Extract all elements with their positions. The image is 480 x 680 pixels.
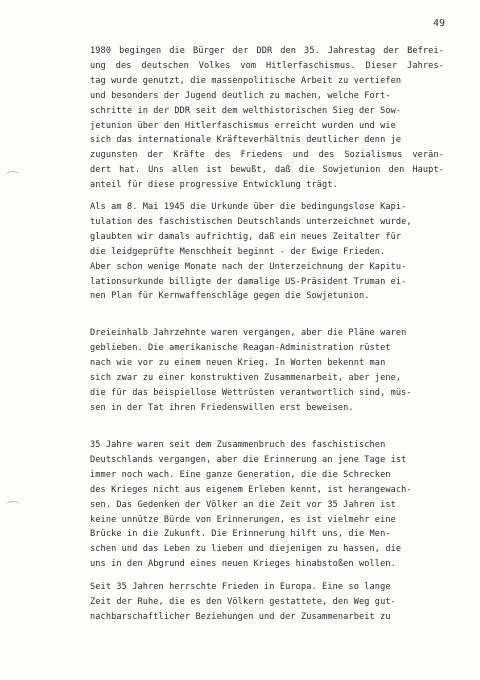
- text-line: sen. Das Gedenken der Völker an die Zeit vor 35 Jahren ist: [90, 499, 396, 510]
- text-line: dert hat. Uns allen ist bewußt, daß die Sowjetunion den Haupt-: [90, 165, 444, 176]
- text-line: tag wurde genutzt, die massenpolitische Arbeit zu vertiefen: [90, 75, 402, 86]
- page-number: 49: [432, 18, 445, 29]
- text-line: Aber schon wenige Monate nach der Unterzeichnung der Kapitu-: [90, 261, 407, 272]
- text-line: Deutschlands vergangen, aber die Erinnerung an jene Tage ist: [90, 454, 407, 465]
- paragraph: [90, 200, 444, 304]
- text-line: uns in den Abgrund eines neuen Krieges hinabstoßen wollen.: [90, 559, 396, 570]
- text-line: Als am 8. Mai 1945 die Urkunde über die bedingungslose Kapi-: [90, 202, 407, 212]
- text-line: schen und das Leben zu lieben und diejenigen zu hassen, die: [90, 544, 402, 555]
- punch-hole-mark: [6, 501, 20, 509]
- text-line: 1980 begingen die Bürger der DDR den 35. Jahrestag der Befrei-: [90, 46, 444, 56]
- text-line: tulation des faschistischen Deutschlands unterzeichnet wurde,: [90, 216, 412, 227]
- text-line: schritte in der DDR seit dem welthistorischen Sieg der Sow-: [90, 105, 402, 116]
- paragraph: [90, 44, 444, 193]
- text-line: lationsurkunde billigte der damalige US-Präsident Truman ei-: [90, 276, 407, 287]
- text-line: glaubten wir damals aufrichtig, daß ein neues Zeitalter für: [90, 231, 402, 242]
- text-line: zugunsten der Kräfte des Friedens und des Sozialismus verän-: [90, 150, 444, 161]
- text-line: Brücke in die Zukunft. Die Erinnerung hilft uns, die Men-: [90, 529, 391, 540]
- text-line: und besonders der Jugend deutlich zu machen, welche Fort-: [90, 90, 391, 101]
- text-line: immer noch wach. Eine ganze Generation, die die Schrecken: [90, 469, 391, 480]
- text-line: Dreieinhalb Jahrzehnte waren vergangen, aber die Pläne waren: [90, 328, 407, 338]
- text-line: geblieben. Die amerikanische Reagan-Administration rüstet: [90, 342, 391, 353]
- paragraph: [90, 438, 444, 572]
- text-line: nachbarschaftlicher Beziehungen und der Zusammenarbeit zu: [90, 611, 391, 622]
- text-line: Seit 35 Jahren herrschte Frieden in Europa. Eine so lange: [90, 582, 391, 592]
- text-line: Zeit der Ruhe, die es den Völkern gestattete, den Weg gut-: [90, 596, 396, 607]
- text-line: keine unnütze Bürde von Erinnerungen, es ist vielmehr eine: [90, 514, 396, 525]
- text-line: jetunion über den Hitlerfaschismus erreicht wurden und wie: [90, 120, 396, 131]
- text-line: sen in der Tat ihren Friedenswillen erst beweisen.: [90, 402, 354, 413]
- paragraph: [90, 580, 444, 625]
- text-line: ung des deutschen Volkes vom Hitlerfaschismus. Dieser Jahres-: [90, 60, 444, 71]
- text-line: des Krieges nicht aus eigenem Erleben kennt, ist herangewach-: [90, 484, 412, 495]
- punch-hole-mark: [6, 171, 20, 179]
- text-line: nen Plan für Kernwaffenschläge gegen die Sowjetunion.: [90, 291, 370, 302]
- text-line: nach wie vor zu einem neuen Krieg. In Worten bekennt man: [90, 357, 386, 368]
- text-line: die leidgeprüfte Menschheit beginnt - der Ewige Frieden.: [90, 246, 386, 257]
- text-line: sich das internationale Kräfteverhältnis deutlicher denn je: [90, 135, 402, 146]
- text-line: die für das beispiellose Wettrüsten verantwortlich sind, müs-: [90, 387, 412, 398]
- text-line: anteil für diese progressive Entwicklung trägt.: [90, 180, 338, 191]
- text-line: 35 Jahre waren seit dem Zusammenbruch des faschistischen: [90, 440, 386, 450]
- paragraph: [90, 326, 444, 415]
- text-line: sich zwar zu einer konstruktiven Zusammenarbeit, aber jene,: [90, 372, 402, 383]
